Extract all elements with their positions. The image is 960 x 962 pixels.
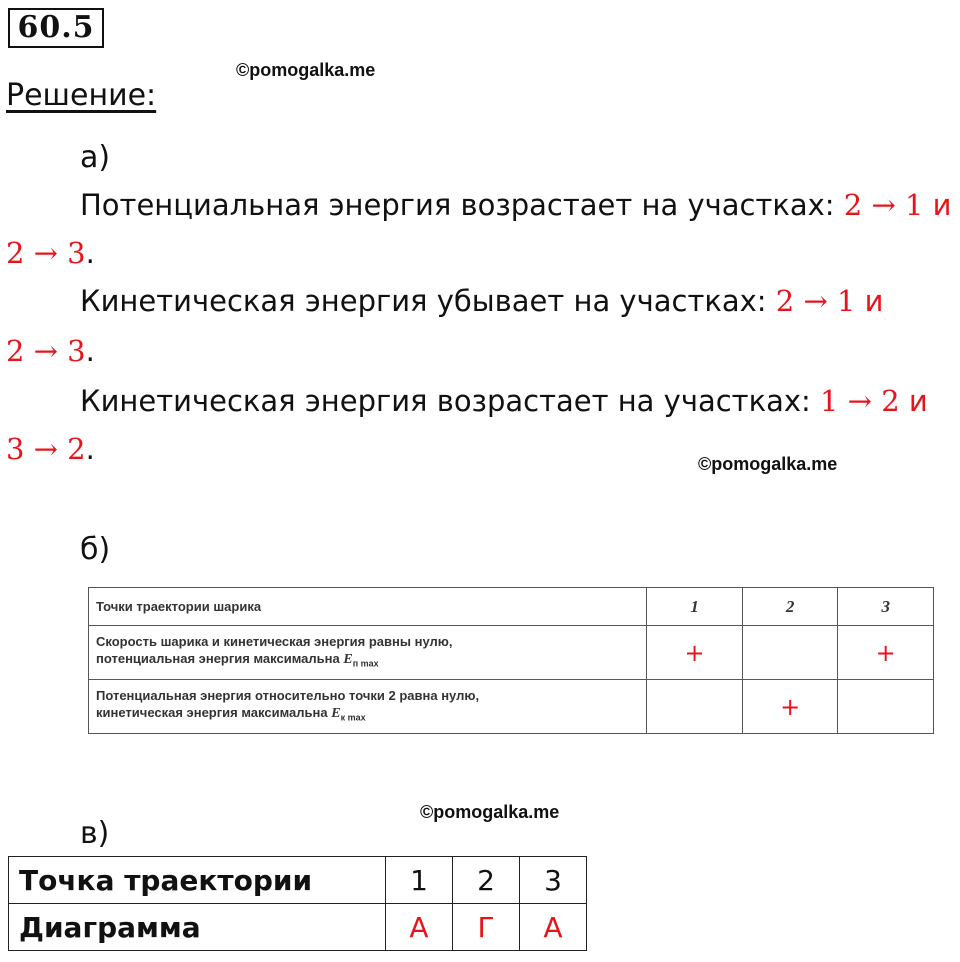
line-2-seg1: 2 → 1 bbox=[775, 284, 856, 318]
row-2-symbol: E bbox=[331, 705, 341, 721]
line-1-seg1: 2 → 1 bbox=[843, 188, 924, 222]
diagram-2: Г bbox=[453, 904, 520, 951]
row-1-label bbox=[89, 626, 647, 680]
row-2-line-2: кинетическая энергия максимальна $E_{к max}$ bbox=[96, 704, 366, 723]
line-3-seg2: 3 → 2 bbox=[6, 432, 86, 466]
line-3-end: . bbox=[85, 432, 95, 466]
points-label: Точка траектории bbox=[9, 857, 386, 904]
line-2-conj: и bbox=[855, 284, 884, 318]
table-row bbox=[89, 680, 934, 734]
row-1-line-1: Скорость шарика и кинетическая энергия равны нулю, bbox=[96, 633, 453, 649]
part-a-line-2-cont bbox=[6, 334, 95, 368]
row-1-mark-1: + bbox=[647, 626, 743, 680]
line-3-conj: и bbox=[899, 384, 928, 418]
row-2-label bbox=[89, 680, 647, 734]
row-2-line-1: Потенциальная энергия относительно точки 2 равна нулю, bbox=[96, 687, 480, 703]
problem-number: 60.5 bbox=[8, 8, 104, 48]
row-1-symbol: E bbox=[343, 651, 353, 667]
part-b-label: б) bbox=[80, 532, 111, 567]
part-a-line-1 bbox=[80, 188, 952, 222]
line-1-seg2: 2 → 3 bbox=[6, 236, 86, 270]
row-2-mark-3 bbox=[838, 680, 934, 734]
line-2-seg2: 2 → 3 bbox=[6, 334, 86, 368]
part-a-line-1-cont bbox=[6, 236, 95, 270]
row-2-mark-2: + bbox=[742, 680, 838, 734]
row-1-mark-3: + bbox=[838, 626, 934, 680]
point-1: 1 bbox=[386, 857, 453, 904]
header-col-2: 2 bbox=[742, 588, 838, 626]
line-1-end: . bbox=[85, 236, 95, 270]
line-3-text: Кинетическая энергия возрастает на участках: bbox=[80, 384, 821, 418]
answer-row-points bbox=[9, 857, 587, 904]
row-1-subscript: п max bbox=[352, 658, 379, 669]
part-a-line-2 bbox=[80, 284, 884, 318]
diagram-label: Диаграмма bbox=[9, 904, 386, 951]
line-2-end: . bbox=[85, 334, 95, 368]
part-a-line-3 bbox=[80, 384, 928, 418]
diagram-3: А bbox=[520, 904, 587, 951]
line-1-conj: и bbox=[923, 188, 952, 222]
line-2-text: Кинетическая энергия убывает на участках: bbox=[80, 284, 776, 318]
part-c-label: в) bbox=[80, 816, 110, 851]
watermark-top: ©pomogalka.me bbox=[236, 60, 376, 80]
watermark-bottom: ©pomogalka.me bbox=[420, 802, 560, 822]
watermark-middle: ©pomogalka.me bbox=[698, 454, 838, 474]
line-3-seg1: 1 → 2 bbox=[820, 384, 900, 418]
header-col-3: 3 bbox=[838, 588, 934, 626]
row-2-mark-1 bbox=[647, 680, 743, 734]
row-1-line-2: потенциальная энергия максимальна $E_{п max}$ bbox=[96, 650, 379, 669]
row-2-subscript: к max bbox=[340, 712, 366, 723]
header-col-1: 1 bbox=[647, 588, 743, 626]
part-a-label: а) bbox=[80, 140, 111, 175]
row-1-mark-2 bbox=[742, 626, 838, 680]
line-1-text: Потенциальная энергия возрастает на участках: bbox=[80, 188, 844, 222]
table-header-row bbox=[89, 588, 934, 626]
header-label: Точки траектории шарика bbox=[89, 588, 647, 626]
trajectory-points-table bbox=[88, 587, 934, 734]
diagram-answer-table bbox=[8, 856, 587, 951]
point-2: 2 bbox=[453, 857, 520, 904]
diagram-1: А bbox=[386, 904, 453, 951]
solution-heading: Решение: bbox=[6, 78, 157, 113]
table-row bbox=[89, 626, 934, 680]
answer-row-diagram bbox=[9, 904, 587, 951]
part-a-line-3-cont bbox=[6, 432, 95, 466]
point-3: 3 bbox=[520, 857, 587, 904]
